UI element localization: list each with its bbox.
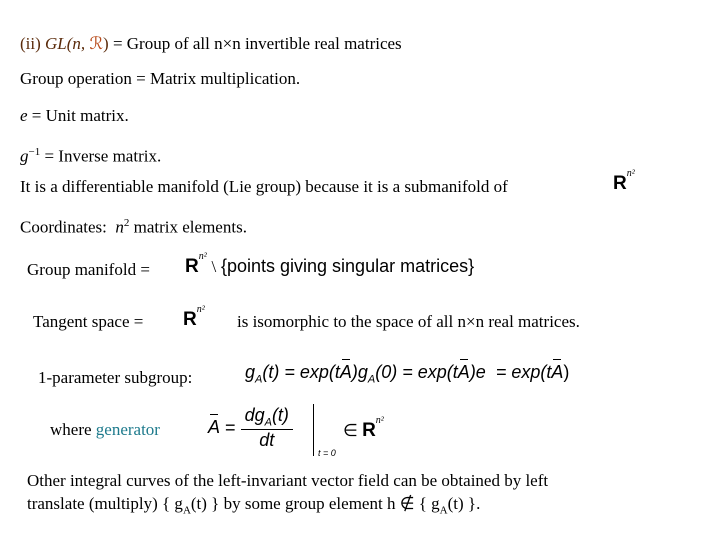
- inverse-symbol: g: [20, 146, 29, 166]
- formula-sub-A: A: [367, 373, 376, 386]
- evaluation-bar: [313, 404, 314, 456]
- closing-line-1: Other integral curves of the left-invariant vector field can be obtained by left: [27, 471, 549, 490]
- closing-part-b: (t) } by some group element h ∉ { g: [190, 494, 440, 513]
- R-letter: R: [183, 309, 197, 330]
- formula-g: g: [245, 362, 256, 382]
- closing-sub-A: A: [439, 504, 448, 517]
- formula-part: (t) = exp(t: [262, 362, 340, 382]
- R-exponent: n²: [626, 167, 635, 179]
- R-n2-symbol-3: [183, 303, 205, 331]
- R-letter: R: [362, 420, 376, 441]
- n-symbol: n: [115, 217, 124, 237]
- element-of-symbol: ∈: [343, 421, 358, 440]
- tangent-space-label: Tangent space =: [33, 312, 144, 331]
- identity-symbol: e: [20, 106, 28, 125]
- formula-A-bar: A: [551, 362, 564, 382]
- formula-part: ): [563, 362, 570, 382]
- evaluation-point: t = 0: [318, 448, 336, 458]
- formula-A-bar: A: [339, 362, 352, 382]
- n-exponent: 2: [123, 217, 130, 229]
- generator-prefix: where: [50, 420, 92, 439]
- generator-word: generator: [95, 420, 160, 439]
- closing-line-2: [27, 494, 480, 520]
- identity-line: [20, 106, 129, 126]
- group-manifold-formula: [185, 250, 475, 278]
- identity-text: = Unit matrix.: [31, 106, 129, 125]
- generator-equals: =: [225, 417, 236, 438]
- formula-part: )g: [351, 362, 368, 382]
- singular-set: {points giving singular matrices}: [220, 256, 475, 276]
- R-letter: R: [185, 256, 199, 277]
- derivative-fraction: [241, 405, 293, 451]
- formula-part: = exp(t: [495, 362, 552, 382]
- inverse-text: = Inverse matrix.: [44, 146, 162, 166]
- generator-formula: [208, 405, 293, 451]
- R-n2-symbol-1: [613, 167, 635, 195]
- R-exponent: n²: [196, 303, 205, 315]
- derivative-den: dt: [259, 429, 275, 450]
- coordinates-line: [20, 213, 247, 238]
- one-param-formula: [245, 362, 569, 386]
- derivative-t: (t): [271, 405, 289, 425]
- group-operation: Group operation = Matrix multiplication.: [20, 69, 301, 88]
- derivative-num: dg: [244, 405, 265, 425]
- setminus-symbol: \: [211, 257, 217, 276]
- gl-definition: = Group of all n×n invertible real matrices: [112, 34, 402, 53]
- R-exponent: n²: [375, 415, 384, 427]
- closing-part-c: (t) }.: [447, 494, 481, 513]
- real-field-glyph: ℛ: [89, 34, 104, 53]
- closing-sub-A: A: [182, 504, 191, 517]
- formula-A-bar: A: [457, 362, 470, 382]
- inverse-line: [20, 142, 161, 167]
- formula-part: )e: [469, 362, 486, 382]
- gl-close: ): [103, 34, 109, 53]
- item-ii-line: [20, 34, 402, 54]
- coordinates-text: matrix elements.: [133, 217, 247, 237]
- coordinates-label: Coordinates:: [20, 217, 107, 237]
- derivative-sub-A: A: [264, 416, 272, 429]
- generator-in: [343, 415, 384, 442]
- formula-part: (0) = exp(t: [375, 362, 458, 382]
- R-letter: R: [613, 173, 627, 194]
- generator-A-bar: A: [208, 417, 221, 438]
- formula-sub-A: A: [255, 373, 263, 386]
- lie-group-text: It is a differentiable manifold (Lie group) because it is a submanifold of: [20, 177, 508, 196]
- gl-notation: GL(n,: [45, 34, 90, 53]
- closing-part-a: translate (multiply) { g: [27, 494, 183, 513]
- tangent-space-text: is isomorphic to the space of all n×n real matrices.: [237, 312, 580, 331]
- group-manifold-label: Group manifold =: [27, 260, 150, 279]
- inverse-exponent: −1: [28, 146, 41, 158]
- one-param-label: 1-parameter subgroup:: [38, 368, 193, 387]
- item-ii-prefix: (ii): [20, 34, 41, 53]
- R-exponent: n²: [198, 250, 207, 262]
- generator-line: [50, 420, 160, 440]
